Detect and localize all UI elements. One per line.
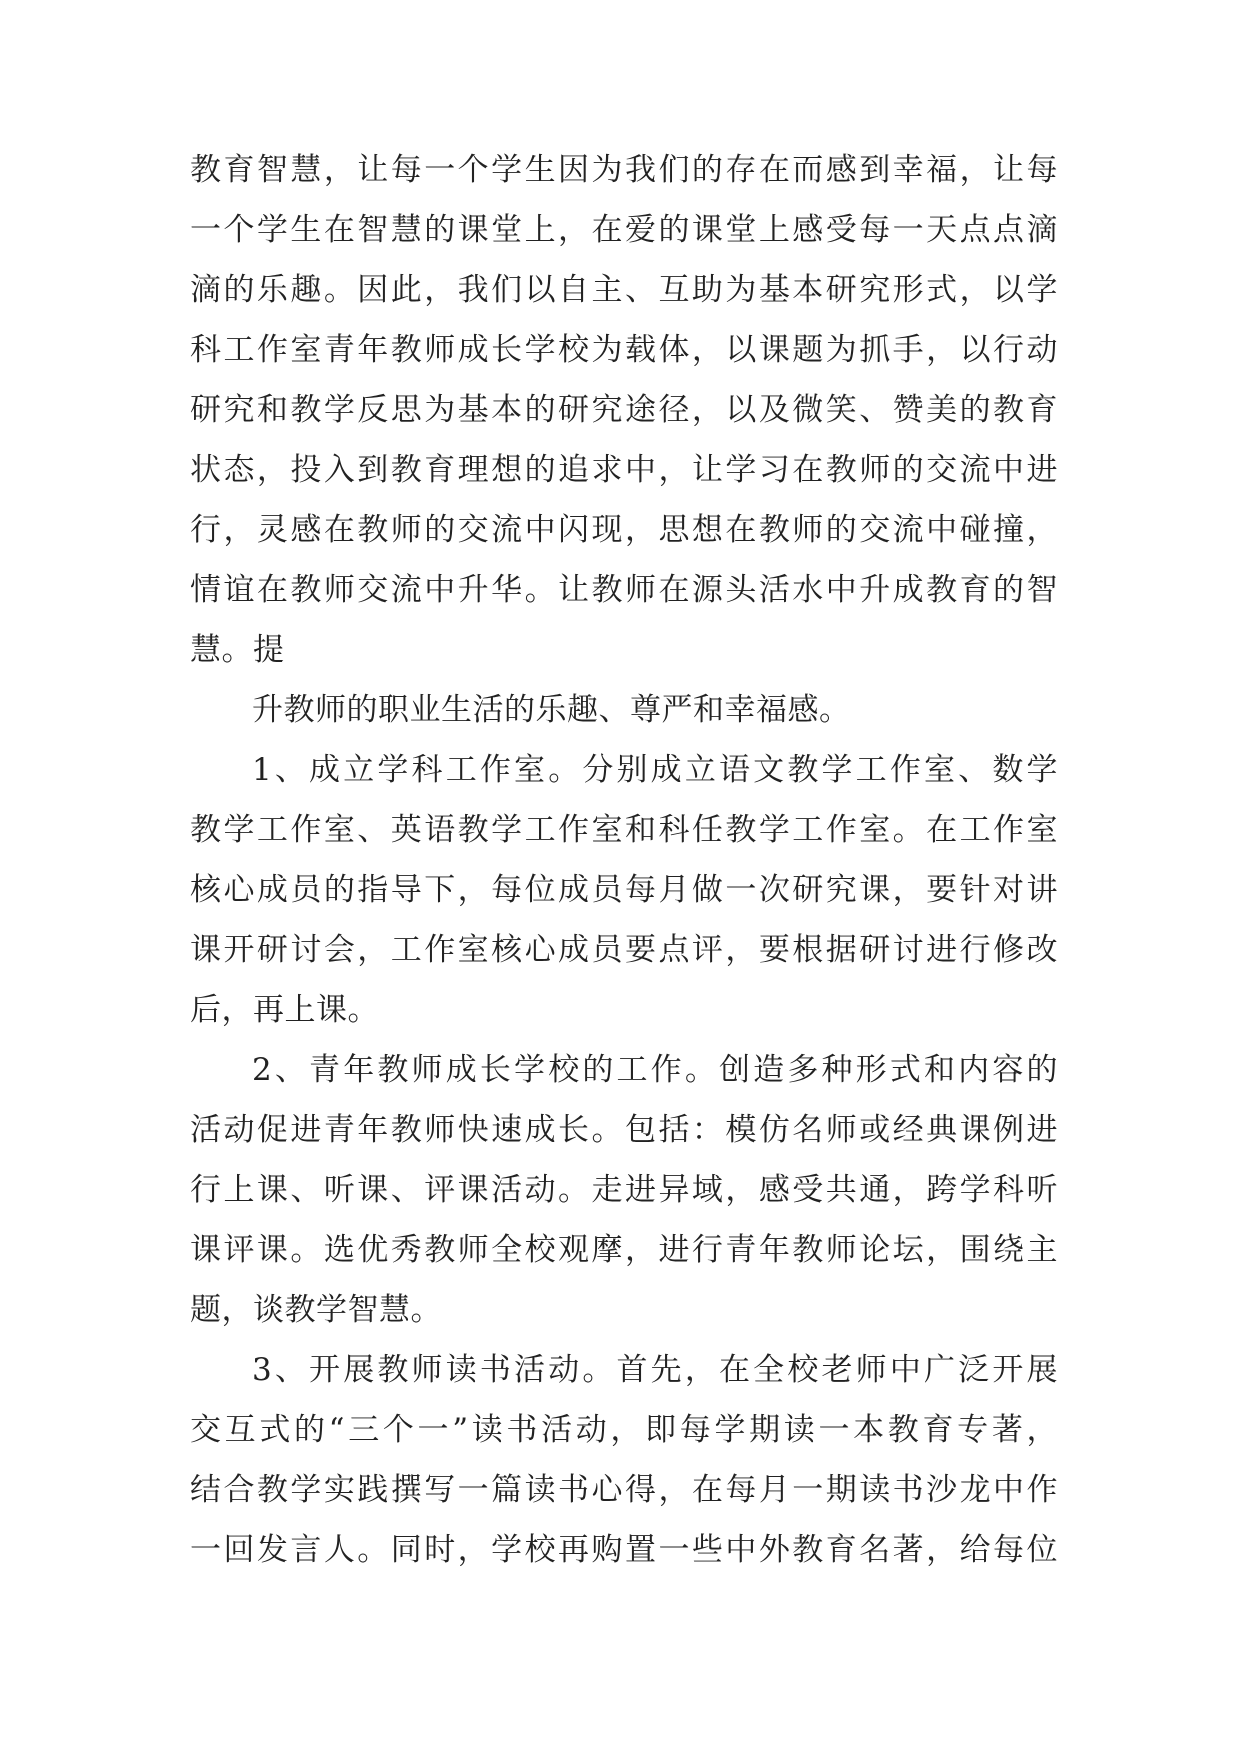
text-line: 行上课、听课、评课活动。走进异域，感受共通，跨学科听	[190, 1172, 1058, 1208]
text-line: 状态，投入到教育理想的追求中，让学习在教师的交流中进	[190, 452, 1058, 488]
paragraph-1-start: 1、成立学科工作室。分别成立语文教学工作室、数学	[252, 752, 1058, 788]
text-line: 升教师的职业生活的乐趣、尊严和幸福感。	[252, 692, 851, 728]
text-line: 一个学生在智慧的课堂上，在爱的课堂上感受每一天点点滴	[190, 212, 1058, 248]
text-line: 行，灵感在教师的交流中闪现，思想在教师的交流中碰撞，	[190, 512, 1058, 548]
text-line: 课评课。选优秀教师全校观摩，进行青年教师论坛，围绕主	[190, 1232, 1058, 1268]
paragraph-2-start: 2、青年教师成长学校的工作。创造多种形式和内容的	[252, 1052, 1058, 1088]
text-line: 科工作室青年教师成长学校为载体，以课题为抓手，以行动	[190, 332, 1058, 368]
text-line: 研究和教学反思为基本的研究途径，以及微笑、赞美的教育	[190, 392, 1058, 428]
text-line: 核心成员的指导下，每位成员每月做一次研究课，要针对讲	[190, 872, 1058, 908]
document-page	[190, 140, 1058, 1580]
text-line: 滴的乐趣。因此，我们以自主、互助为基本研究形式，以学	[190, 272, 1058, 308]
text-line: 一回发言人。同时，学校再购置一些中外教育名著，给每位	[190, 1532, 1058, 1568]
text-line: 情谊在教师交流中升华。让教师在源头活水中升成教育的智	[190, 572, 1058, 608]
text-line: 后，再上课。	[190, 992, 379, 1028]
text-line: 活动促进青年教师快速成长。包括：模仿名师或经典课例进	[190, 1112, 1058, 1148]
text-line: 慧。提	[190, 632, 285, 668]
text-line: 结合教学实践撰写一篇读书心得，在每月一期读书沙龙中作	[190, 1472, 1058, 1508]
paragraph-3-start: 3、开展教师读书活动。首先，在全校老师中广泛开展	[252, 1352, 1058, 1388]
text-line: 题，谈教学智慧。	[190, 1292, 442, 1328]
text-line: 交互式的“三个一”读书活动，即每学期读一本教育专著，	[190, 1412, 1058, 1448]
text-line: 课开研讨会，工作室核心成员要点评，要根据研讨进行修改	[190, 932, 1058, 968]
text-line: 教育智慧，让每一个学生因为我们的存在而感到幸福，让每	[190, 152, 1058, 188]
text-line: 教学工作室、英语教学工作室和科任教学工作室。在工作室	[190, 812, 1058, 848]
